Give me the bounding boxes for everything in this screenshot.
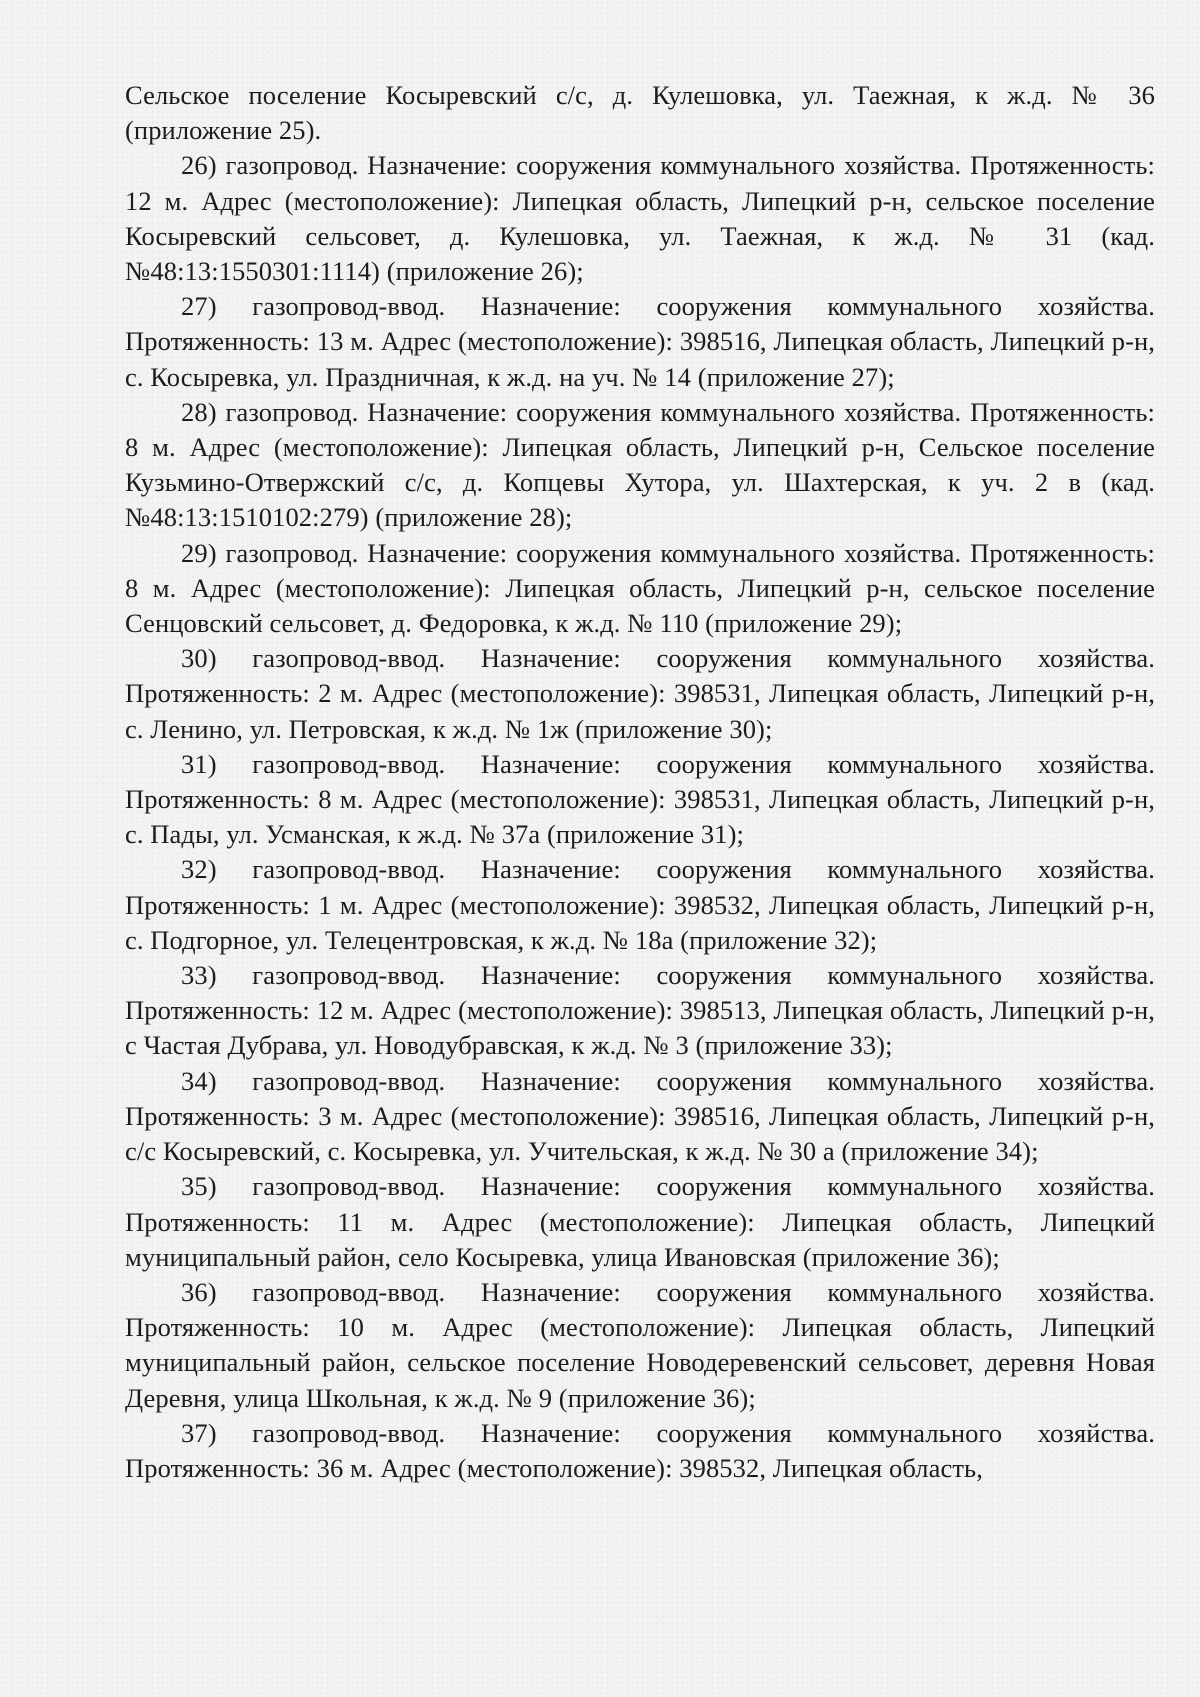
paragraph-item-26: 26) газопровод. Назначение: сооружения коммунального хозяйства. Протяженность: 12 м. Адрес (местоположение): Липецкая область, Липецкий р-н, сельское поселение Косыревский сельсовет, д. Кулешовка, ул. Таежная, к ж.д. № 31 (кад. №48:13:1550301:1114) (приложение 26); (125, 150, 1155, 287)
paragraph-item-27: 27) газопровод-ввод. Назначение: сооружения коммунального хозяйства. Протяженность: 13 м. Адрес (местоположение): 398516, Липецкая область, Липецкий р-н, с. Косыревка, ул. Праздничная, к ж.д. на уч. № 14 (приложение 27); (125, 291, 1155, 392)
paragraph-item-34: 34) газопровод-ввод. Назначение: сооружения коммунального хозяйства. Протяженность: 3 м. Адрес (местоположение): 398516, Липецкая область, Липецкий р-н, с/с Косыревский, с. Косыревка, ул. Учительская, к ж.д. № 30 а (приложение 34); (125, 1065, 1155, 1167)
paragraph-item-29: 29) газопровод. Назначение: сооружения коммунального хозяйства. Протяженность: 8 м. Адрес (местоположение): Липецкая область, Липецкий р-н, сельское поселение Сенцовский сельсовет, д. Федоровка, к ж.д. № 110 (приложение 29); (125, 537, 1155, 639)
paragraph-item-30: 30) газопровод-ввод. Назначение: сооружения коммунального хозяйства. Протяженность: 2 м. Адрес (местоположение): 398531, Липецкая область, Липецкий р-н, с. Ленино, ул. Петровская, к ж.д. № 1ж (приложение 30); (125, 643, 1155, 744)
paragraph-item-31: 31) газопровод-ввод. Назначение: сооружения коммунального хозяйства. Протяженность: 8 м. Адрес (местоположение): 398531, Липецкая область, Липецкий р-н, с. Пады, ул. Усманская, к ж.д. № 37а (приложение 31); (125, 748, 1155, 850)
paragraph-item-28: 28) газопровод. Назначение: сооружения коммунального хозяйства. Протяженность: 8 м. Адрес (местоположение): Липецкая область, Липецкий р-н, Сельское поселение Кузьмино-Отвержский с/с, д. Копцевы Хутора, ул. Шахтерская, к уч. 2 в (кад. №48:13:1510102:279) (приложение 28); (125, 396, 1155, 533)
paragraph-item-33: 33) газопровод-ввод. Назначение: сооружения коммунального хозяйства. Протяженность: 12 м. Адрес (местоположение): 398513, Липецкая область, Липецкий р-н, с Частая Дубрава, ул. Новодубравская, к ж.д. № 3 (приложение 33); (125, 960, 1155, 1061)
paragraph-continuation: Сельское поселение Косыревский с/с, д. Кулешовка, ул. Таежная, к ж.д. № 36 (приложение 25). (125, 80, 1155, 146)
document-body (125, 78, 1155, 1486)
paragraph-item-35: 35) газопровод-ввод. Назначение: сооружения коммунального хозяйства. Протяженность: 11 м. Адрес (местоположение): Липецкая область, Липецкий муниципальный район, село Косыревка, улица Ивановская (приложение 36); (125, 1171, 1155, 1272)
paragraph-item-32: 32) газопровод-ввод. Назначение: сооружения коммунального хозяйства. Протяженность: 1 м. Адрес (местоположение): 398532, Липецкая область, Липецкий р-н, с. Подгорное, ул. Телецентровская, к ж.д. № 18а (приложение 32); (125, 854, 1155, 955)
paragraph-item-37: 37) газопровод-ввод. Назначение: сооружения коммунального хозяйства. Протяженность: 36 м. Адрес (местоположение): 398532, Липецкая область, (125, 1417, 1155, 1483)
paragraph-item-36: 36) газопровод-ввод. Назначение: сооружения коммунального хозяйства. Протяженность: 10 м. Адрес (местоположение): Липецкая область, Липецкий муниципальный район, сельское поселение Новодеревенский сельсовет, деревня Новая Деревня, улица Школьная, к ж.д. № 9 (приложение 36); (125, 1276, 1155, 1413)
